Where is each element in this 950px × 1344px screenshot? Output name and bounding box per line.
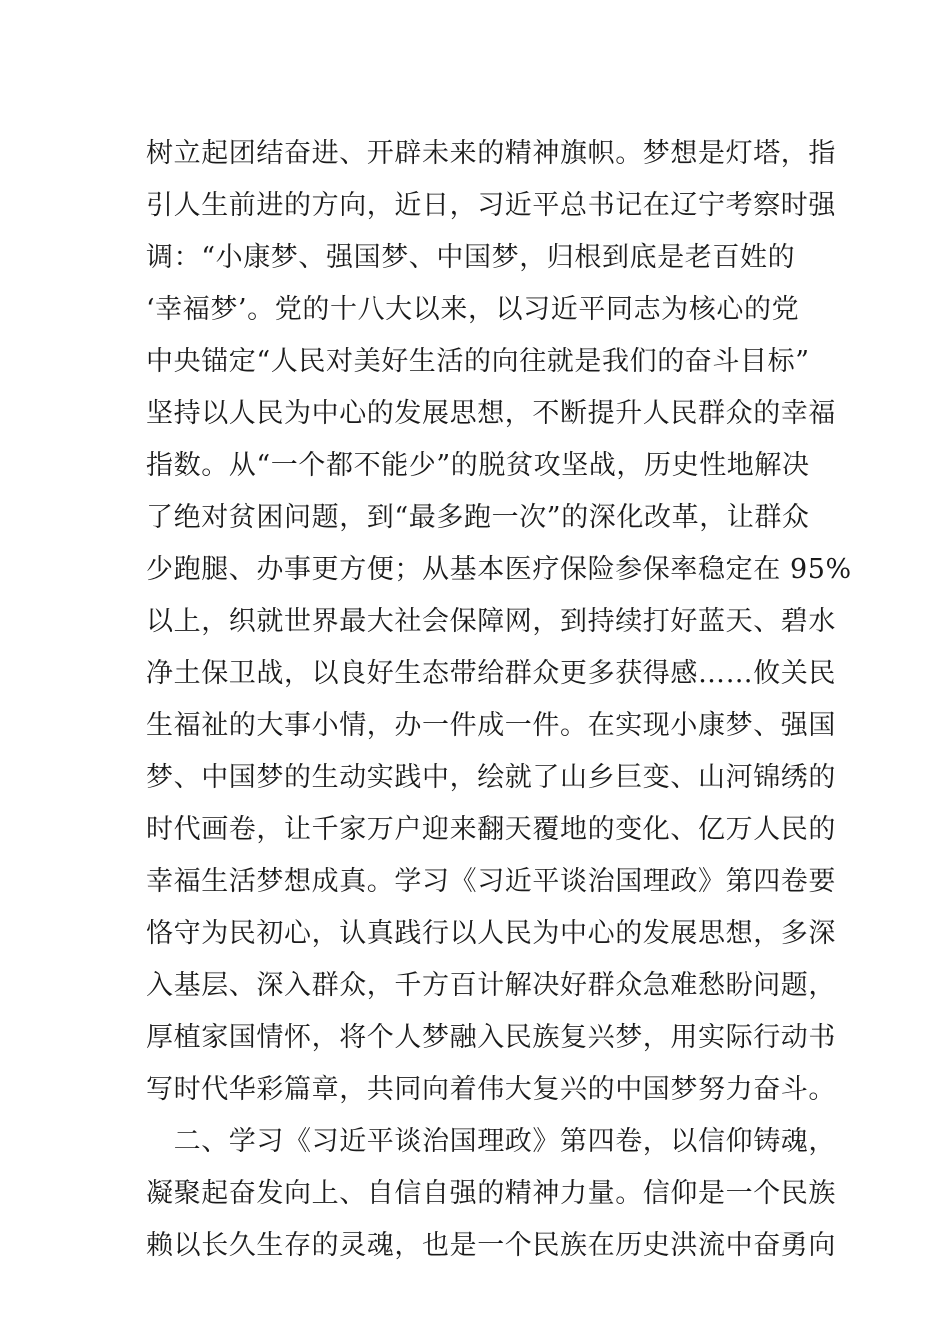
text-line-11: 净土保卫战，以良好生态带给群众更多获得感……攸关民 (146, 658, 836, 689)
text-line-20: 二、学习《习近平谈治国理政》第四卷，以信仰铸魂， (146, 1126, 836, 1157)
text-line-22: 赖以长久生存的灵魂，也是一个民族在历史洪流中奋勇向 (146, 1230, 836, 1261)
text-line-18: 厚植家国情怀，将个人梦融入民族复兴梦，用实际行动书 (146, 1022, 836, 1053)
text-line-10: 以上，织就世界最大社会保障网，到持续打好蓝天、碧水 (146, 606, 836, 637)
text-line-5: 中央锚定“人民对美好生活的向往就是我们的奋斗目标” (146, 346, 810, 377)
text-line-9: 少跑腿、办事更方便；从基本医疗保险参保率稳定在 95% (146, 554, 852, 585)
text-line-17: 入基层、深入群众，千方百计解决好群众急难愁盼问题， (146, 970, 836, 1001)
text-line-2: 引人生前进的方向，近日，习近平总书记在辽宁考察时强 (146, 190, 836, 221)
text-line-21: 凝聚起奋发向上、自信自强的精神力量。信仰是一个民族 (146, 1178, 836, 1209)
text-line-13: 梦、中国梦的生动实践中，绘就了山乡巨变、山河锦绣的 (146, 762, 836, 793)
text-line-6: 坚持以人民为中心的发展思想，不断提升人民群众的幸福 (146, 398, 836, 429)
text-line-12: 生福祉的大事小情，办一件成一件。在实现小康梦、强国 (146, 710, 836, 741)
text-line-3: 调：“小康梦、强国梦、中国梦，归根到底是老百姓的 (146, 242, 796, 273)
text-line-8: 了绝对贫困问题，到“最多跑一次”的深化改革，让群众 (146, 502, 810, 533)
text-line-15: 幸福生活梦想成真。学习《习近平谈治国理政》第四卷要 (146, 866, 836, 897)
text-line-7: 指数。从“一个都不能少”的脱贫攻坚战，历史性地解决 (146, 450, 810, 481)
text-line-4: ‘幸福梦’。党的十八大以来，以习近平同志为核心的党 (146, 294, 800, 325)
text-line-14: 时代画卷，让千家万户迎来翻天覆地的变化、亿万人民的 (146, 814, 836, 845)
text-line-1: 树立起团结奋进、开辟未来的精神旗帜。梦想是灯塔，指 (146, 138, 836, 169)
text-line-19: 写时代华彩篇章，共同向着伟大复兴的中国梦努力奋斗。 (146, 1074, 836, 1105)
text-line-16: 恪守为民初心，认真践行以人民为中心的发展思想，多深 (146, 918, 836, 949)
